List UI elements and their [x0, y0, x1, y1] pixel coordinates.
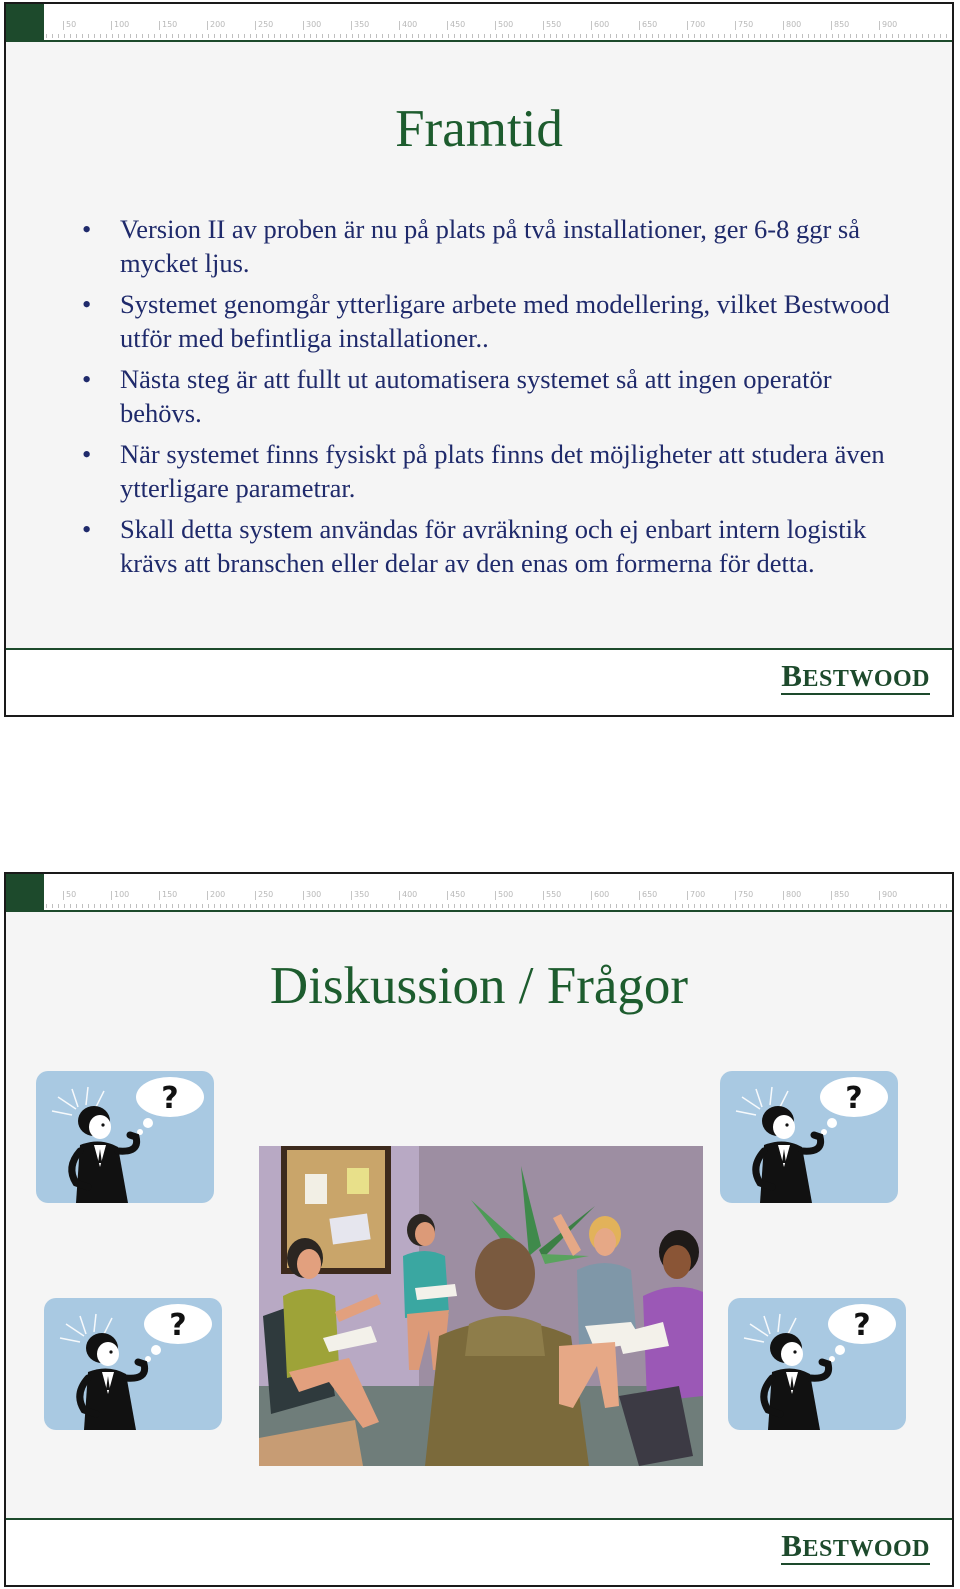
svg-text:?: ?	[169, 1308, 187, 1343]
thinking-person-clipart	[720, 1071, 898, 1203]
ruler-number: 900	[882, 890, 898, 899]
slide-header-ruler	[6, 4, 952, 42]
thinking-person-clipart	[728, 1298, 906, 1430]
ruler-number: 250	[258, 20, 274, 29]
slide-framtid	[4, 2, 954, 717]
bullet-glyph: •	[82, 289, 92, 319]
logo-underline	[781, 1563, 930, 1565]
logo-rest: ESTWOOD	[802, 1536, 930, 1562]
ruler-number: 300	[306, 20, 322, 29]
ruler-numbers	[66, 20, 952, 32]
logo-initial: B	[781, 658, 803, 693]
bullet-text: Systemet genomgår ytterligare arbete med modellering, vilket Bestwood utför med befintliga installationer..	[120, 289, 890, 353]
ruler-number: 900	[882, 20, 898, 29]
slide-title: Diskussion / Frågor	[269, 957, 689, 1015]
slide-footer	[6, 1520, 952, 1585]
bullet-glyph: •	[82, 439, 92, 469]
ruler-number: 700	[690, 890, 706, 899]
ruler-number: 50	[66, 20, 77, 29]
ruler-number: 200	[210, 890, 226, 899]
ruler-number: 800	[786, 890, 802, 899]
ruler-number: 150	[162, 890, 178, 899]
bullet-glyph: •	[82, 364, 92, 394]
slide-diskussion	[4, 872, 954, 1587]
slide-footer	[6, 650, 952, 715]
bullet-glyph: •	[82, 214, 92, 244]
header-corner-block	[6, 874, 44, 910]
bullet-glyph: •	[82, 514, 92, 544]
ruler-number: 700	[690, 20, 706, 29]
svg-text:?: ?	[161, 1081, 179, 1116]
ruler-number: 650	[642, 20, 658, 29]
logo-initial: B	[781, 1528, 803, 1563]
ruler-number: 350	[354, 20, 370, 29]
ruler-ticks	[46, 904, 948, 908]
svg-text:?: ?	[845, 1081, 863, 1116]
ruler-number: 100	[114, 890, 130, 899]
bestwood-logo	[781, 660, 930, 691]
ruler-number: 150	[162, 20, 178, 29]
ruler-number: 300	[306, 890, 322, 899]
ruler-numbers	[66, 890, 952, 902]
logo-rest: ESTWOOD	[802, 666, 930, 692]
bullet-text: Skall detta system användas för avräkning och ej enbart intern logistik krävs att branschen eller delar av den enas om formerna för detta.	[120, 514, 867, 578]
ruler-number: 750	[738, 20, 754, 29]
ruler-number: 600	[594, 20, 610, 29]
ruler-number: 400	[402, 890, 418, 899]
ruler-number: 50	[66, 890, 77, 899]
ruler-number: 500	[498, 20, 514, 29]
ruler-number: 400	[402, 20, 418, 29]
ruler-number: 350	[354, 890, 370, 899]
bullet-text: När systemet finns fysiskt på plats finns det möjligheter att studera även ytterligare parametrar.	[120, 439, 885, 503]
ruler-number: 100	[114, 20, 130, 29]
logo-underline	[781, 693, 930, 695]
bullet-item	[82, 512, 902, 580]
ruler-number: 800	[786, 20, 802, 29]
ruler-number: 450	[450, 890, 466, 899]
ruler-number: 550	[546, 20, 562, 29]
slide-header-ruler	[6, 874, 952, 912]
ruler-number: 850	[834, 20, 850, 29]
bullet-item	[82, 212, 902, 280]
ruler-number: 550	[546, 890, 562, 899]
thinking-person-clipart	[44, 1298, 222, 1430]
ruler-number: 250	[258, 890, 274, 899]
bullet-item	[82, 287, 902, 355]
bullet-item	[82, 362, 902, 430]
bullet-item	[82, 437, 902, 505]
ruler-number: 650	[642, 890, 658, 899]
ruler-number: 750	[738, 890, 754, 899]
thinking-person-clipart	[36, 1071, 214, 1203]
ruler-number: 450	[450, 20, 466, 29]
ruler-ticks	[46, 34, 948, 38]
bullet-text: Nästa steg är att fullt ut automatisera systemet så att ingen operatör behövs.	[120, 364, 832, 428]
bullet-list	[82, 212, 902, 587]
bullet-text: Version II av proben är nu på plats på två installationer, ger 6-8 ggr så mycket ljus.	[120, 214, 860, 278]
svg-text:?: ?	[853, 1308, 871, 1343]
bestwood-logo	[781, 1530, 930, 1561]
header-corner-block	[6, 4, 44, 40]
ruler-number: 600	[594, 890, 610, 899]
meeting-scene-illustration	[259, 1146, 703, 1466]
slide-title: Framtid	[395, 100, 563, 158]
ruler-number: 850	[834, 890, 850, 899]
ruler-number: 200	[210, 20, 226, 29]
ruler-number: 500	[498, 890, 514, 899]
